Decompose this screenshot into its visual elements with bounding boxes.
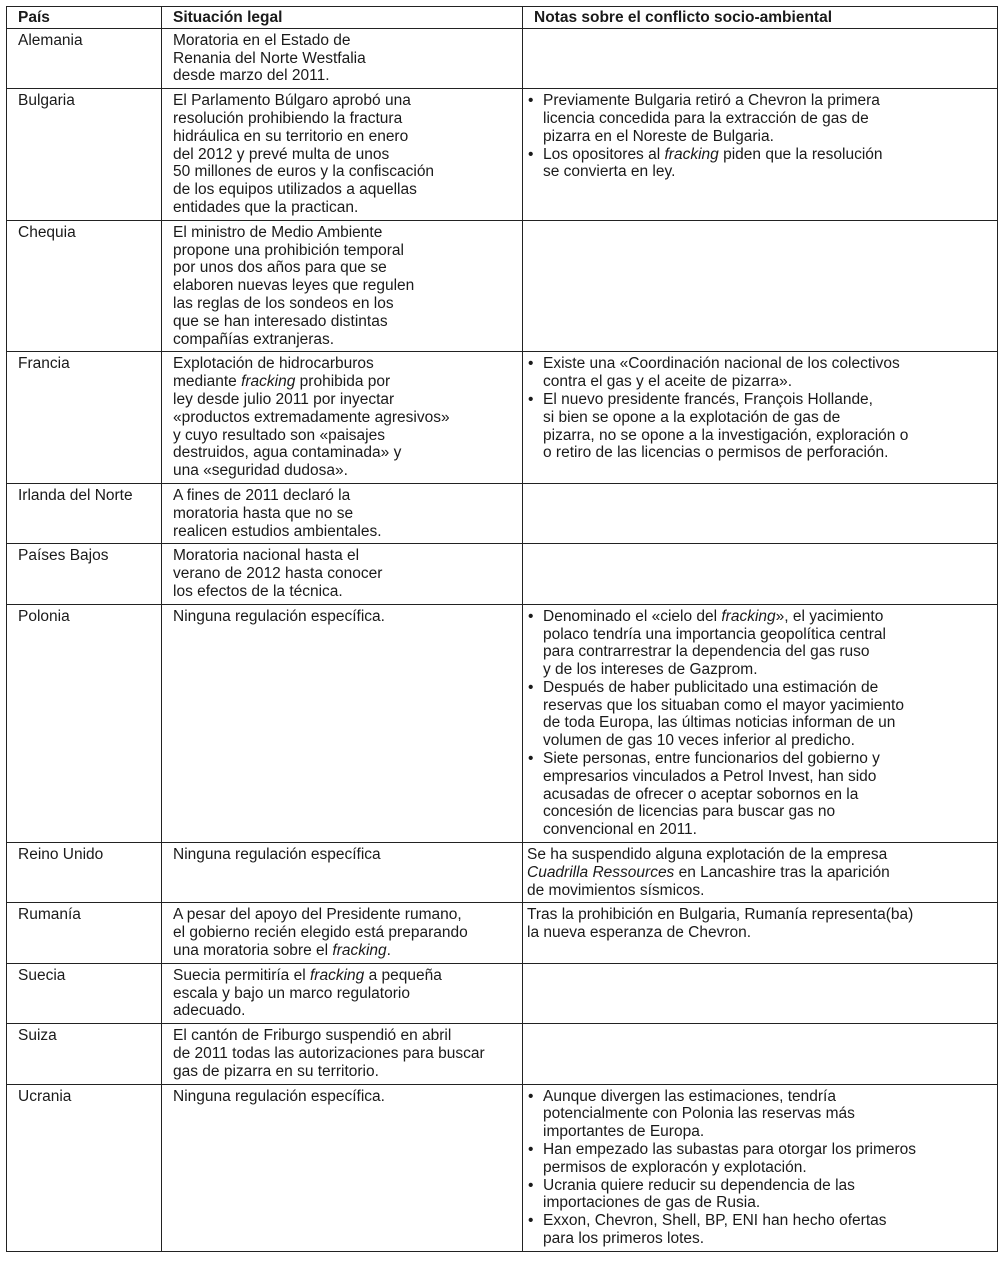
country-cell: Ucrania [7, 1084, 162, 1251]
notes-cell [523, 604, 998, 842]
notes-list-item: • Han empezado las subastas para otorgar los primeros permisos de exploracón y explotación. [527, 1141, 991, 1177]
country-cell: Polonia [7, 604, 162, 842]
notes-cell [523, 1084, 998, 1251]
legal-situation-text: Suecia permitiría el fracking a pequeña escala y bajo un marco regulatorio adecuado. [173, 966, 442, 1020]
table-row [7, 28, 998, 88]
legal-situation-cell [162, 89, 523, 221]
legal-situation-text: A fines de 2011 declaró la moratoria hasta que no se realicen estudios ambientales. [173, 486, 382, 540]
notes-list-item: • Aunque divergen las estimaciones, tendría potencialmente con Polonia las reservas más importantes de Europa. [527, 1088, 991, 1141]
notes-list-item: • Existe una «Coordinación nacional de los colectivos contra el gas y el aceite de pizarra». [527, 355, 991, 391]
table-row [7, 963, 998, 1023]
header-notas: Notas sobre el conflicto socio-ambiental [523, 7, 998, 29]
table-row [7, 843, 998, 903]
notes-cell [523, 352, 998, 484]
notes-text: Se ha suspendido alguna explotación de la empresa Cuadrilla Ressources en Lancashire tras la aparición de movimientos sísmicos. [527, 846, 890, 899]
legal-situation-cell [162, 1084, 523, 1251]
legal-situation-text: Ninguna regulación específica [173, 846, 381, 864]
legal-situation-text: Moratoria en el Estado de Renania del Norte Westfalia desde marzo del 2011. [173, 31, 366, 85]
notes-list [527, 92, 991, 181]
notes-cell [523, 89, 998, 221]
document-page [6, 6, 997, 1252]
notes-cell [523, 963, 998, 1023]
header-pais: País [7, 7, 162, 29]
legal-situation-cell [162, 352, 523, 484]
country-cell: Países Bajos [7, 544, 162, 604]
notes-list-item: • Siete personas, entre funcionarios del gobierno y empresarios vinculados a Petrol Invest, han sido acusadas de ofrecer o aceptar sobornos en la concesión de licencias para buscar gas no convencional en 2011. [527, 750, 991, 839]
country-cell: Rumanía [7, 903, 162, 963]
notes-cell [523, 843, 998, 903]
notes-list-item: • Denominado el «cielo del fracking», el yacimiento polaco tendría una importancia geopolítica central para contrarrestrar la dependencia del gas ruso y de los intereses de Gazprom. [527, 608, 991, 679]
country-cell: Francia [7, 352, 162, 484]
country-cell: Suiza [7, 1024, 162, 1084]
legal-situation-text: Ninguna regulación específica. [173, 1087, 385, 1105]
legal-situation-cell [162, 843, 523, 903]
legal-situation-cell [162, 544, 523, 604]
legal-situation-text: A pesar del apoyo del Presidente rumano, el gobierno recién elegido está preparando una moratoria sobre el fracking. [173, 906, 468, 960]
legal-situation-cell [162, 220, 523, 352]
table-row [7, 220, 998, 352]
legal-situation-text: Moratoria nacional hasta el verano de 2012 hasta conocer los efectos de la técnica. [173, 547, 383, 600]
notes-cell [523, 903, 998, 963]
notes-list-item: • Después de haber publicitado una estimación de reservas que los situaban como el mayor yacimiento de toda Europa, las últimas noticias informan de un volumen de gas 10 veces inferior al predicho. [527, 679, 991, 750]
legal-situation-text: Explotación de hidrocarburos mediante fracking prohibida por ley desde julio 2011 por inyectar «productos extremadamente agresivos» y cuyo resultado son «paisajes destruidos, agua contaminada» y una «seguridad dudosa». [173, 355, 450, 480]
legal-situation-text: El cantón de Friburgo suspendió en abril de 2011 todas las autorizaciones para buscar gas de pizarra en su territorio. [173, 1027, 485, 1080]
country-cell: Chequia [7, 220, 162, 352]
notes-list-item: • Previamente Bulgaria retiró a Chevron la primera licencia concedida para la extracción de gas de pizarra en el Noreste de Bulgaria. [527, 92, 991, 145]
legal-situation-cell [162, 604, 523, 842]
notes-cell [523, 544, 998, 604]
legal-situation-cell [162, 483, 523, 543]
table-row [7, 352, 998, 484]
legal-situation-text: El Parlamento Búlgaro aprobó una resolución prohibiendo la fractura hidráulica en su territorio en enero del 2012 y prevé multa de unos 50 millones de euros y la confiscación de los equipos utilizados a aquellas entidades que la practican. [173, 92, 435, 216]
table-body [7, 28, 998, 1251]
country-cell: Irlanda del Norte [7, 483, 162, 543]
table-row [7, 544, 998, 604]
notes-list-item: • Ucrania quiere reducir su dependencia de las importaciones de gas de Rusia. [527, 1177, 991, 1213]
notes-list-item: • Exxon, Chevron, Shell, BP, ENI han hecho ofertas para los primeros lotes. [527, 1212, 991, 1248]
legal-situation-cell [162, 28, 523, 88]
table-row [7, 903, 998, 963]
notes-list [527, 1088, 991, 1248]
country-cell: Bulgaria [7, 89, 162, 221]
notes-text: Tras la prohibición en Bulgaria, Rumanía representa(ba) la nueva esperanza de Chevron. [527, 906, 914, 942]
table-row [7, 604, 998, 842]
country-cell: Alemania [7, 28, 162, 88]
fracking-regulation-table [6, 6, 998, 1252]
table-row [7, 1024, 998, 1084]
notes-list [527, 355, 991, 462]
header-situacion-legal: Situación legal [162, 7, 523, 29]
table-row [7, 1084, 998, 1251]
notes-list-item: • Los opositores al fracking piden que la resolución se convierta en ley. [527, 146, 991, 182]
table-row [7, 89, 998, 221]
table-header-row [7, 7, 998, 29]
legal-situation-cell [162, 903, 523, 963]
legal-situation-text: El ministro de Medio Ambiente propone una prohibición temporal por unos dos años para que se elaboren nuevas leyes que regulen las reglas de los sondeos en los que se han interesado distintas compañías extranjeras. [173, 223, 415, 348]
legal-situation-cell [162, 963, 523, 1023]
legal-situation-text: Ninguna regulación específica. [173, 607, 385, 625]
legal-situation-cell [162, 1024, 523, 1084]
notes-cell [523, 483, 998, 543]
country-cell: Reino Unido [7, 843, 162, 903]
table-row [7, 483, 998, 543]
notes-list [527, 608, 991, 839]
notes-list-item: • El nuevo presidente francés, François Hollande, si bien se opone a la explotación de gas de pizarra, no se opone a la investigación, exploración o o retiro de las licencias o permisos de perforación. [527, 391, 991, 462]
notes-cell [523, 1024, 998, 1084]
country-cell: Suecia [7, 963, 162, 1023]
notes-cell [523, 220, 998, 352]
notes-cell [523, 28, 998, 88]
